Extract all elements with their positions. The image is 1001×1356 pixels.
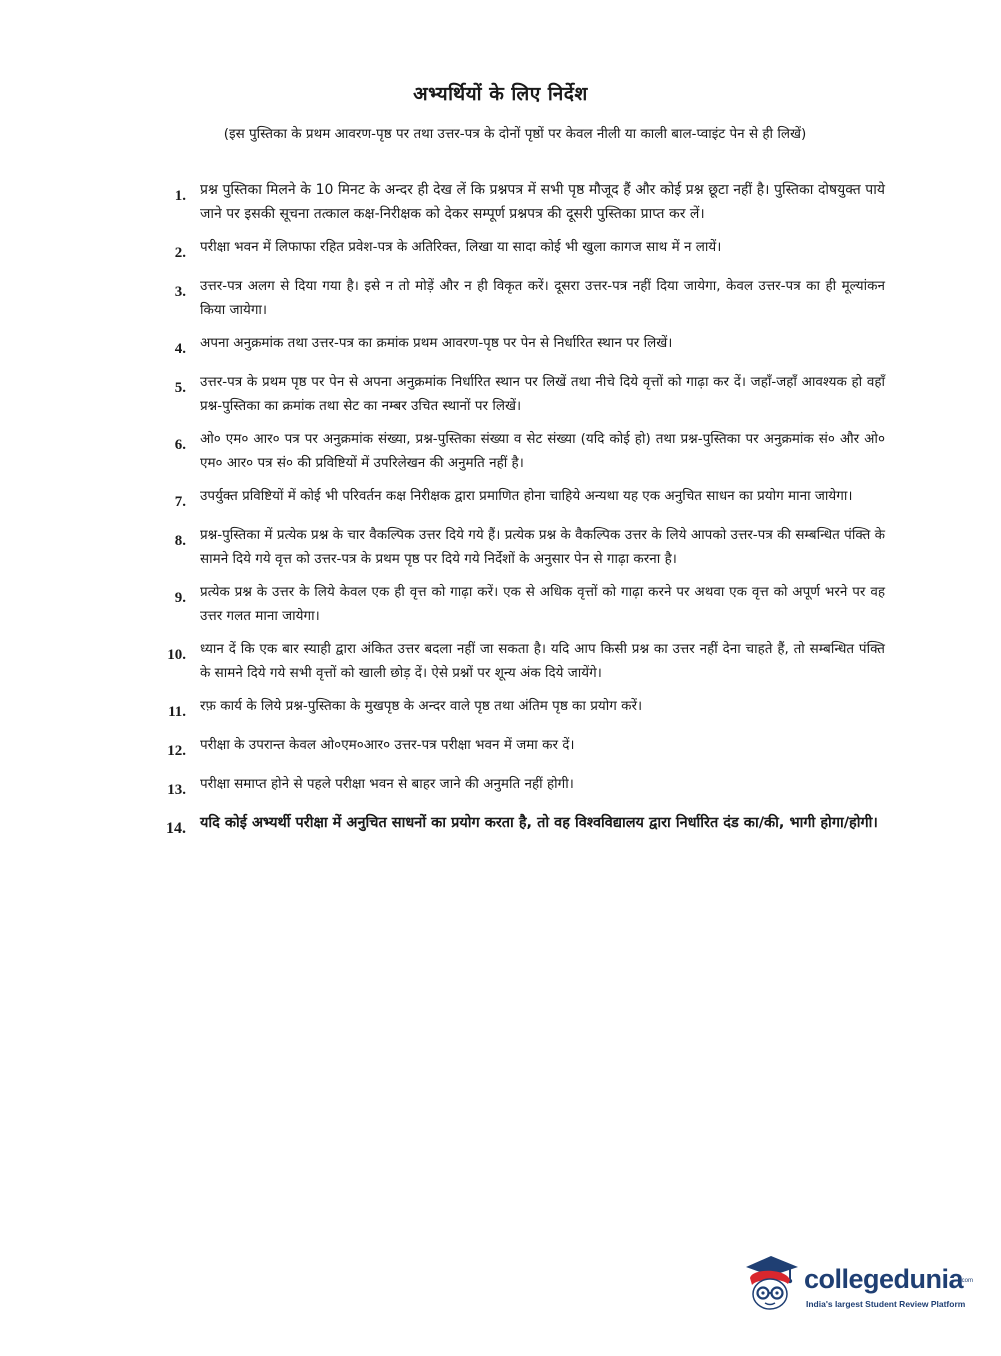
- list-item: [150, 178, 885, 226]
- item-text: रफ़ कार्य के लिये प्रश्न-पुस्तिका के मुखपृष्ठ के अन्दर वाले पृष्ठ तथा अंतिम पृष्ठ का प्रयोग करें।: [200, 698, 643, 714]
- item-number: 3.: [174, 284, 186, 300]
- list-item: [150, 235, 885, 265]
- item-number: 7.: [174, 494, 186, 510]
- item-number: 12.: [167, 743, 186, 759]
- list-item: [150, 331, 885, 361]
- logo-suffix: .com: [960, 1278, 974, 1284]
- logo-name: collegedunia: [804, 1264, 964, 1294]
- item-number: 10.: [167, 647, 186, 663]
- item-text: परीक्षा भवन में लिफाफा रहित प्रवेश-पत्र के अतिरिक्त, लिखा या सादा कोई भी खुला कागज साथ में न लायें।: [200, 239, 722, 255]
- list-item: [150, 772, 885, 802]
- item-text: ओ० एम० आर० पत्र पर अनुक्रमांक संख्या, प्रश्न-पुस्तिका संख्या व सेट संख्या (यदि कोई हो) तथा प्रश्न-पुस्तिका पर अनुक्रमांक सं० और ओ० एम० आर० पत्र सं० की प्रविष्टियों में उपरिलेखन की अनुमति नहीं है।: [200, 431, 885, 471]
- item-number: 13.: [167, 782, 186, 798]
- item-text: ध्यान दें कि एक बार स्याही द्वारा अंकित उत्तर बदला नहीं जा सकता है। यदि आप किसी प्रश्न का उत्तर नहीं देना चाहते हैं, तो सम्बन्धित पंक्ति के सामने दिये गये सभी वृत्तों को खाली छोड़ दें। ऐसे प्रश्नों पर शून्य अंक दिये जायेंगे।: [200, 641, 885, 681]
- item-text: उत्तर-पत्र अलग से दिया गया है। इसे न तो मोड़ें और न ही विकृत करें। दूसरा उत्तर-पत्र नहीं दिया जायेगा, केवल उत्तर-पत्र का ही मूल्यांकन किया जायेगा।: [200, 278, 885, 318]
- list-item: [150, 523, 885, 571]
- student-mascot-icon: [742, 1254, 800, 1312]
- item-text: अपना अनुक्रमांक तथा उत्तर-पत्र का क्रमांक प्रथम आवरण-पृष्ठ पर पेन से निर्धारित स्थान पर लिखें।: [200, 335, 673, 351]
- item-number: 5.: [174, 380, 186, 396]
- item-text: यदि कोई अभ्यर्थी परीक्षा में अनुचित साधनों का प्रयोग करता है, तो वह विश्वविद्यालय द्वारा निर्धारित दंड का/की, भागी होगा/होगी।: [200, 815, 878, 831]
- item-number: 1.: [174, 188, 186, 204]
- list-item: [150, 733, 885, 763]
- list-item: [150, 274, 885, 322]
- item-text: उपर्युक्त प्रविष्टियों में कोई भी परिवर्तन कक्ष निरीक्षक द्वारा प्रमाणित होना चाहिये अन्यथा यह एक अनुचित साधन का प्रयोग माना जायेगा।: [200, 488, 853, 504]
- list-item: [150, 811, 885, 841]
- item-text: उत्तर-पत्र के प्रथम पृष्ठ पर पेन से अपना अनुक्रमांक निर्धारित स्थान पर लिखें तथा नीचे दिये वृत्तों को गाढ़ा कर दें। जहाँ-जहाँ आवश्यक हो वहाँ प्रश्न-पुस्तिका का क्रमांक तथा सेट का नम्बर उचित स्थानों पर लिखें।: [200, 374, 885, 414]
- item-number: 11.: [168, 704, 186, 720]
- item-text: परीक्षा के उपरान्त केवल ओ०एम०आर० उत्तर-पत्र परीक्षा भवन में जमा कर दें।: [200, 737, 575, 753]
- item-number: 2.: [174, 245, 186, 261]
- item-number: 8.: [174, 533, 186, 549]
- item-number: 4.: [174, 341, 186, 357]
- item-text: प्रत्येक प्रश्न के उत्तर के लिये केवल एक ही वृत्त को गाढ़ा करें। एक से अधिक वृत्तों को गाढ़ा करने पर अथवा एक वृत्त को अपूर्ण भरने पर वह उत्तर गलत माना जायेगा।: [200, 584, 885, 624]
- list-item: [150, 580, 885, 628]
- item-text: प्रश्न पुस्तिका मिलने के 10 मिनट के अन्दर ही देख लें कि प्रश्नपत्र में सभी पृष्ठ मौजूद हैं और कोई प्रश्न छूटा नहीं है। पुस्तिका दोषयुक्त पाये जाने पर इसकी सूचना तत्काल कक्ष-निरीक्षक को देकर सम्पूर्ण प्रश्नपत्र की दूसरी पुस्तिका प्राप्त कर लें।: [200, 182, 885, 222]
- logo-tagline: India's largest Student Review Platform: [806, 1299, 966, 1309]
- item-number: 9.: [174, 590, 186, 606]
- list-item: [150, 427, 885, 475]
- collegedunia-logo[interactable]: [742, 1250, 972, 1320]
- item-text: प्रश्न-पुस्तिका में प्रत्येक प्रश्न के चार वैकल्पिक उत्तर दिये गये हैं। प्रत्येक प्रश्न के वैकल्पिक उत्तर के लिये आपको उत्तर-पत्र की सम्बन्धित पंक्ति के सामने दिये गये वृत्त को उत्तर-पत्र के प्रथम पृष्ठ पर दिये गये निर्देशों के अनुसार पेन से गाढ़ा करना है।: [200, 527, 885, 567]
- list-item: [150, 694, 885, 724]
- item-text: परीक्षा समाप्त होने से पहले परीक्षा भवन से बाहर जाने की अनुमति नहीं होगी।: [200, 776, 574, 792]
- page-title: अभ्यर्थियों के लिए निर्देश: [413, 83, 588, 105]
- instruction-list: [150, 178, 885, 850]
- list-item: [150, 484, 885, 514]
- list-item: [150, 637, 885, 685]
- item-number: 6.: [174, 437, 186, 453]
- list-item: [150, 370, 885, 418]
- page-subtitle: (इस पुस्तिका के प्रथम आवरण-पृष्ठ पर तथा उत्तर-पत्र के दोनों पृष्ठों पर केवल नीली या काली बाल-प्वाइंट पेन से ही लिखें): [223, 126, 807, 142]
- item-number: 14.: [166, 820, 186, 837]
